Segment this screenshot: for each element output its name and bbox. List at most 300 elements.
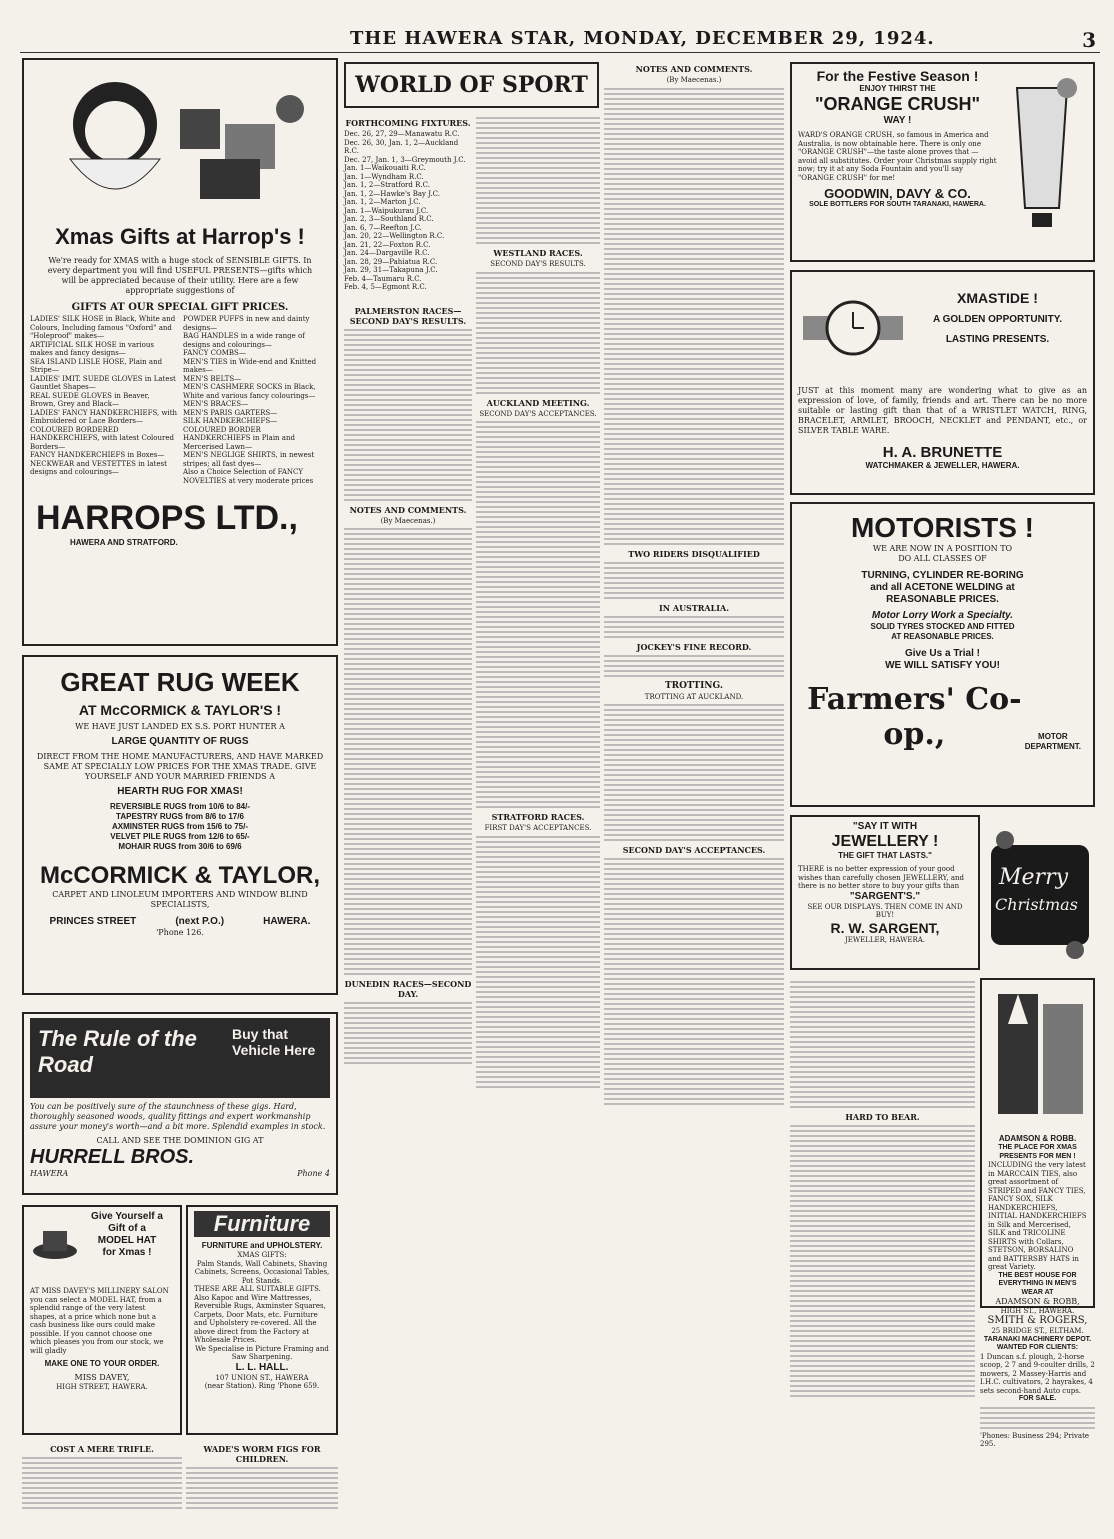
text-line (476, 926, 600, 928)
text-line (604, 903, 784, 905)
text-line (604, 318, 784, 320)
text-line (604, 283, 784, 285)
text-line (604, 724, 784, 726)
text-line (790, 1130, 975, 1132)
text-line (790, 1155, 975, 1157)
text-line (476, 771, 600, 773)
rug-firm: McCORMICK & TAYLOR, (39, 862, 320, 889)
text-line (344, 833, 472, 835)
text-line (476, 282, 600, 284)
text-line (604, 819, 784, 821)
text-line (604, 1063, 784, 1065)
body-text-block (344, 528, 472, 975)
list-item: Jan. 20, 22—Wellington R.C. (344, 232, 445, 240)
sport-col-b (476, 114, 600, 1529)
text-line (186, 1482, 338, 1484)
text-line (476, 716, 600, 718)
text-line (476, 1071, 600, 1073)
text-line (790, 1160, 975, 1162)
text-line (604, 714, 784, 716)
menswear-illustration (988, 984, 1091, 1134)
list-item: Jan. 1—Waipukurau J.C. (344, 206, 429, 215)
text-line (604, 468, 784, 470)
text-line (476, 796, 600, 798)
harrops-left-list (30, 315, 177, 485)
text-line (790, 1370, 975, 1372)
text-line (476, 871, 600, 873)
list-item: LADIES' FANCY HANDKERCHIEFS, with Embroidered or Lace Borders— (30, 408, 178, 425)
text-line (604, 178, 784, 180)
text-line (476, 446, 600, 448)
orange-l2: ENJOY THIRST THE (859, 84, 936, 93)
list-item: ARTIFICIAL SILK HOSE in various makes and fancy designs— (30, 340, 154, 357)
body-text-block (476, 421, 600, 808)
text-line (476, 736, 600, 738)
text-line (790, 1170, 975, 1172)
rug-price: VELVET PILE RUGS from 12/6 to 65/- (110, 832, 250, 841)
text-line (344, 379, 472, 381)
list-item: NECKWEAR and VESTETTES in latest designs and colourings— (30, 459, 167, 476)
text-line (790, 1275, 975, 1277)
rug-address (30, 916, 330, 928)
text-line (476, 506, 600, 508)
text-line (476, 1036, 600, 1038)
text-line (476, 661, 600, 663)
motorists-l7: SOLID TYRES STOCKED AND FITTED (870, 622, 1015, 631)
body-text-block (476, 272, 600, 394)
text-line (344, 728, 472, 730)
text-line (604, 883, 784, 885)
fixtures-list (344, 130, 472, 292)
road-banner (30, 1018, 330, 1098)
road-call: CALL AND SEE THE DOMINION GIG AT (96, 1136, 264, 1145)
motorists-l6: Motor Lorry Work a Specialty. (871, 610, 1014, 621)
smith-name: SMITH & ROGERS, (987, 1315, 1088, 1326)
text-line (604, 518, 784, 520)
text-line (344, 853, 472, 855)
text-line (604, 789, 784, 791)
text-line (476, 961, 600, 963)
text-line (344, 618, 472, 620)
text-line (604, 93, 784, 95)
text-line (790, 1071, 975, 1073)
text-line (344, 429, 472, 431)
body-text-block (604, 562, 784, 599)
text-line (476, 471, 600, 473)
text-line (604, 804, 784, 806)
text-line (344, 1027, 472, 1029)
text-line (604, 233, 784, 235)
body-text-block (604, 616, 784, 638)
text-line (476, 456, 600, 458)
text-line (344, 553, 472, 555)
text-line (790, 1260, 975, 1262)
text-line (604, 1088, 784, 1090)
text-line (604, 908, 784, 910)
adamson-place: THE PLACE FOR XMAS PRESENTS FOR MEN ! (998, 1144, 1077, 1160)
text-line (790, 1091, 975, 1093)
text-line (344, 354, 472, 356)
text-line (476, 651, 600, 653)
text-line (604, 388, 784, 390)
text-line (344, 374, 472, 376)
text-line (344, 578, 472, 580)
text-line (604, 577, 784, 579)
text-line (790, 1385, 975, 1387)
text-line (344, 603, 472, 605)
text-line (186, 1497, 338, 1499)
merry-christmas-panel (985, 815, 1095, 970)
text-line (790, 1255, 975, 1257)
text-line (604, 660, 784, 662)
body-text-block (790, 1125, 975, 1397)
list-item: Feb. 4, 5—Egmont R.C. (344, 283, 427, 291)
text-line (476, 971, 600, 973)
text-line (604, 113, 784, 115)
trifle-head: COST A MERE TRIFLE. (50, 1444, 154, 1454)
text-line (980, 1407, 1095, 1409)
text-line (604, 133, 784, 135)
text-line (476, 1001, 600, 1003)
text-line (476, 551, 600, 553)
text-line (476, 636, 600, 638)
trotting-auckland: TROTTING AT AUCKLAND. (644, 692, 744, 701)
text-line (604, 863, 784, 865)
list-item: Dec. 26, 27, 29—Manawatu R.C. (344, 130, 460, 138)
text-line (476, 1031, 600, 1033)
text-line (476, 486, 600, 488)
text-line (604, 338, 784, 340)
text-line (604, 493, 784, 495)
text-line (476, 956, 600, 958)
text-line (476, 531, 600, 533)
text-line (604, 208, 784, 210)
text-line (604, 1033, 784, 1035)
text-line (476, 916, 600, 918)
text-line (604, 739, 784, 741)
text-line (344, 469, 472, 471)
text-line (604, 408, 784, 410)
rug-direct: DIRECT FROM THE HOME MANUFACTURERS, AND HAVE MARKED SAME AT SPECIALLY LOW PRICES FOR THE XMAS TRADE. GIVE YOURSELF AND YOUR MARRIED FRIENDS A (36, 752, 324, 781)
text-line (604, 203, 784, 205)
text-line (344, 638, 472, 640)
smith-head: TARANAKI MACHINERY DEPOT. (983, 1335, 1092, 1343)
text-line (476, 352, 600, 354)
text-line (344, 663, 472, 665)
harrops-headline: Xmas Gifts at Harrop's ! (55, 224, 305, 249)
text-line (604, 943, 784, 945)
text-line (344, 1007, 472, 1009)
body-text-block (476, 117, 600, 244)
text-line (604, 263, 784, 265)
text-line (344, 803, 472, 805)
text-line (790, 1380, 975, 1382)
text-line (790, 1086, 975, 1088)
text-line (604, 418, 784, 420)
text-line (344, 868, 472, 870)
text-line (604, 333, 784, 335)
text-line (476, 941, 600, 943)
brunette-name: H. A. BRUNETTE (882, 444, 1003, 461)
orange-body: WARD'S ORANGE CRUSH, so famous in America and Australia, is now obtainable here. There is only one "ORANGE CRUSH"—the taste alone proves that — avoid all substitutes. Order your Christmas supply right now; try it at any Soda Fountain and you'll say "ORANGE CRUSH" for me! (798, 131, 997, 182)
text-line (344, 434, 472, 436)
text-line (604, 153, 784, 155)
text-line (604, 308, 784, 310)
text-line (476, 297, 600, 299)
text-line (344, 1022, 472, 1024)
jockey-head: JOCKEY'S FINE RECORD. (636, 641, 752, 652)
text-line (476, 227, 600, 229)
text-line (476, 986, 600, 988)
text-line (476, 187, 600, 189)
text-line (604, 403, 784, 405)
rug-landed: WE HAVE JUST LANDED EX S.S. PORT HUNTER A (75, 722, 285, 731)
text-line (790, 1355, 975, 1357)
text-line (344, 778, 472, 780)
brunette-body: JUST at this moment many are wondering what to give as an expression of love, of family, friends and art. There can be no more suitable or lasting gift than that of a WRISTLET WATCH, RING, BRACELET, ARMLET, BROOCH, NECKLET and PENDANT, etc., or SILVER TABLE WARE. (798, 386, 1087, 435)
adamson-robb-ad (980, 978, 1095, 1315)
text-line (344, 823, 472, 825)
sargent-l1: "SAY IT WITH (852, 821, 918, 832)
hat-headline: Give Yourself a Gift of a MODEL HAT for Xmas ! (91, 1211, 163, 1258)
list-item: Jan. 6, 7—Reefton J.C. (344, 223, 423, 232)
maecenas-byline: (By Maecenas.) (380, 516, 436, 525)
text-line (476, 766, 600, 768)
text-line (344, 723, 472, 725)
text-line (604, 587, 784, 589)
text-line (476, 781, 600, 783)
text-line (604, 655, 784, 657)
text-line (344, 918, 472, 920)
text-line (476, 387, 600, 389)
worms-article (186, 1440, 338, 1530)
text-line (344, 828, 472, 830)
text-line (604, 398, 784, 400)
text-line (476, 1086, 600, 1088)
text-line (476, 436, 600, 438)
text-line (604, 704, 784, 706)
text-line (604, 978, 784, 980)
hat-address: HIGH STREET, HAWERA. (56, 1383, 148, 1391)
text-line (604, 868, 784, 870)
text-line (476, 441, 600, 443)
body-text-block (344, 329, 472, 501)
text-line (476, 581, 600, 583)
text-line (476, 1016, 600, 1018)
text-line (344, 928, 472, 930)
text-line (790, 1295, 975, 1297)
furniture-head: FURNITURE and UPHOLSTERY. (201, 1241, 323, 1250)
text-line (790, 1330, 975, 1332)
brunette-l1: XMASTIDE ! (957, 290, 1038, 306)
text-line (790, 1375, 975, 1377)
text-line (476, 976, 600, 978)
text-line (476, 1051, 600, 1053)
holly-illustration (985, 815, 1095, 970)
text-line (604, 168, 784, 170)
text-line (344, 349, 472, 351)
text-line (186, 1502, 338, 1504)
text-line (476, 966, 600, 968)
text-line (790, 1096, 975, 1098)
rug-price: MOHAIR RUGS from 30/6 to 69/6 (118, 842, 242, 851)
text-line (344, 753, 472, 755)
text-line (604, 1023, 784, 1025)
text-line (604, 1083, 784, 1085)
text-line (344, 713, 472, 715)
harrops-name: HARROPS LTD., (36, 499, 298, 537)
text-line (790, 1101, 975, 1103)
text-line (476, 601, 600, 603)
text-line (344, 633, 472, 635)
text-line (344, 658, 472, 660)
road-phone: Phone 4 (297, 1169, 330, 1178)
text-line (790, 1200, 975, 1202)
text-line (476, 921, 600, 923)
motorists-l10: WE WILL SATISFY YOU! (885, 660, 1000, 671)
text-line (344, 369, 472, 371)
text-line (790, 1270, 975, 1272)
text-line (604, 958, 784, 960)
text-line (344, 808, 472, 810)
text-line (604, 839, 784, 841)
text-line (476, 586, 600, 588)
text-line (476, 836, 600, 838)
text-line (604, 572, 784, 574)
text-line (604, 538, 784, 540)
text-line (604, 1078, 784, 1080)
text-line (790, 1360, 975, 1362)
text-line (344, 424, 472, 426)
road-footer (30, 1169, 330, 1179)
text-line (604, 794, 784, 796)
text-line (22, 1487, 182, 1489)
smith-phones: 'Phones: Business 294; Private 295. (980, 1431, 1090, 1448)
text-line (790, 1026, 975, 1028)
text-line (790, 1140, 975, 1142)
text-line (476, 152, 600, 154)
text-line (604, 1058, 784, 1060)
text-line (476, 1021, 600, 1023)
text-line (344, 389, 472, 391)
text-line (604, 243, 784, 245)
text-line (604, 784, 784, 786)
furniture-name: L. L. HALL. (235, 1361, 289, 1373)
furniture-ad (186, 1205, 338, 1435)
text-line (476, 461, 600, 463)
orange-l3: "ORANGE CRUSH" (814, 94, 981, 114)
text-line (476, 706, 600, 708)
sargent-see: SEE OUR DISPLAYS. THEN COME IN AND BUY! (807, 902, 963, 919)
list-item: BAG HANDLES in a wide range of designs and colourings— (183, 332, 305, 349)
text-line (604, 636, 784, 638)
text-line (344, 339, 472, 341)
text-line (344, 968, 472, 970)
rug-week-ad (22, 655, 338, 995)
text-line (476, 641, 600, 643)
text-line (344, 758, 472, 760)
text-line (476, 307, 600, 309)
text-line (604, 148, 784, 150)
road-body: You can be positively sure of the staunchness of these gigs. Hard, thoroughly seasoned woods, quality fittings and expert workmanship assure your money's worth—and a bit more. Splendid examples in stock. (30, 1102, 326, 1131)
text-line (604, 1013, 784, 1015)
fixtures-head: FORTHCOMING FIXTURES. (345, 118, 471, 128)
text-line (186, 1472, 338, 1474)
hard-to-bear-head: HARD TO BEAR. (845, 1112, 920, 1122)
text-line (344, 1042, 472, 1044)
text-line (476, 202, 600, 204)
text-line (476, 1006, 600, 1008)
text-line (476, 546, 600, 548)
text-line (476, 566, 600, 568)
text-line (604, 128, 784, 130)
text-line (604, 888, 784, 890)
text-line (476, 711, 600, 713)
text-line (790, 1225, 975, 1227)
text-line (344, 683, 472, 685)
text-line (344, 963, 472, 965)
text-line (344, 628, 472, 630)
stratford-sub: FIRST DAY'S ACCEPTANCES. (484, 824, 592, 832)
list-item: Jan. 2, 3—Southland R.C. (344, 215, 434, 223)
text-line (476, 671, 600, 673)
text-line (476, 911, 600, 913)
text-line (604, 938, 784, 940)
text-line (790, 1036, 975, 1038)
text-line (344, 1017, 472, 1019)
list-item: Jan. 1, 2—Stratford R.C. (344, 181, 430, 189)
text-line (476, 237, 600, 239)
list-item: Jan. 21, 22—Foxton R.C. (344, 240, 431, 249)
sargent-l3: THE GIFT THAT LASTS." (838, 851, 932, 860)
text-line (980, 1427, 1095, 1429)
stratford-head: STRATFORD RACES. (491, 812, 585, 822)
text-line (476, 536, 600, 538)
brunette-ad (790, 270, 1095, 495)
text-line (604, 523, 784, 525)
list-item: Jan. 1—Waikouaiti R.C. (344, 164, 426, 172)
text-line (604, 138, 784, 140)
text-line (344, 598, 472, 600)
text-line (344, 613, 472, 615)
road-tag: Buy that Vehicle Here (232, 1026, 316, 1058)
masthead-rule (20, 52, 1100, 53)
text-line (790, 1205, 975, 1207)
text-line (604, 453, 784, 455)
text-line (476, 576, 600, 578)
text-line (604, 873, 784, 875)
text-line (604, 363, 784, 365)
text-line (186, 1492, 338, 1494)
text-line (604, 878, 784, 880)
text-line (790, 1190, 975, 1192)
text-line (476, 347, 600, 349)
orange-firm: GOODWIN, DAVY & CO. (824, 186, 971, 201)
text-line (344, 583, 472, 585)
motorists-ad (790, 502, 1095, 807)
text-line (476, 906, 600, 908)
trifle-article (22, 1440, 182, 1530)
text-line (476, 1061, 600, 1063)
text-line (790, 1280, 975, 1282)
text-line (476, 337, 600, 339)
text-line (604, 253, 784, 255)
orange-sole: SOLE BOTTLERS FOR SOUTH TARANAKI, HAWERA. (809, 201, 986, 208)
text-line (476, 367, 600, 369)
text-line (604, 108, 784, 110)
merry-word: Merry (999, 865, 1069, 890)
rug-trade: CARPET AND LINOLEUM IMPORTERS AND WINDOW BLIND SPECIALISTS, (52, 890, 308, 909)
